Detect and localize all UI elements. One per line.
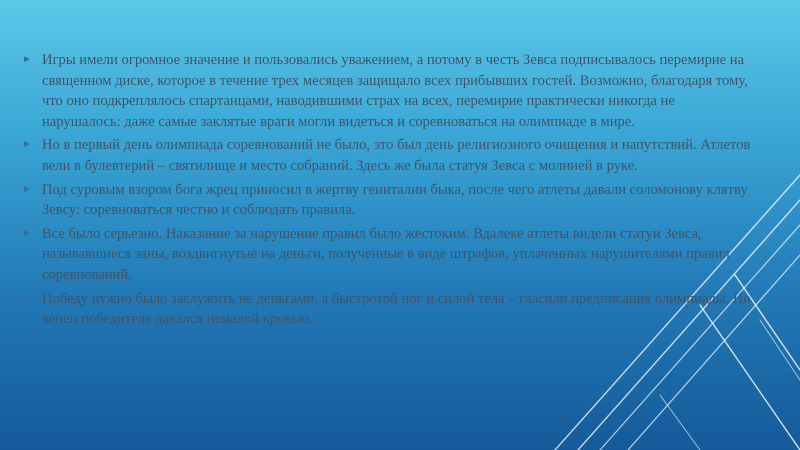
bullet-text: Все было серьезно. Наказание за нарушение правил было жестоким. Вдалеке атлеты видели статуи Зевса, называвшиеся заны, воздвигнутые на деньги, полученные в виде штрафов, уплаченных нарушителями правил соревнований. bbox=[42, 225, 730, 283]
bullet-item bbox=[22, 289, 752, 330]
bullet-text: Но в первый день олимпиада соревнований не было, это был день религиозного очищения и напутствий. Атлетов вели в булевтерий – святилище и место собраний. Здесь же была статуя Зевса с молнией в руке. bbox=[42, 137, 751, 174]
bullet-text: Игры имели огромное значение и пользовались уважением, а потому в честь Зевса подписывалось перемирие на священном диске, которое в течение трех месяцев защищало всех прибывших гостей. Возможно, благодаря тому, что оно подкреплялось спартанцами, наводившими страх на всех, перемирие практически никогда не нарушалось: даже самые заклятые враги могли видеться и соревноваться на олимпиаде в мире. bbox=[42, 52, 748, 130]
bullet-list bbox=[22, 50, 752, 333]
bullet-text: Победу нужно было заслужить не деньгами, а быстротой ног и силой тела – гласили предписания олимпиады. Но венец победителя давался немалой кровью. bbox=[42, 290, 751, 328]
decor-line bbox=[660, 395, 700, 450]
triangle-right-icon: ► bbox=[22, 54, 32, 65]
triangle-right-icon: ► bbox=[22, 139, 32, 151]
decor-line bbox=[760, 320, 800, 380]
triangle-right-icon: ► bbox=[22, 227, 32, 239]
bullet-item bbox=[22, 50, 752, 132]
triangle-right-icon: ► bbox=[22, 183, 32, 195]
triangle-right-icon: ► bbox=[22, 292, 32, 304]
bullet-text: Под суровым взором бога жрец приносил в жертву гениталии быка, после чего атлеты давали соломонову клятву Зевсу: соревноваться честно и соблюдать правила. bbox=[42, 181, 748, 219]
bullet-item bbox=[22, 135, 752, 176]
bullet-item bbox=[22, 180, 752, 221]
bullet-item bbox=[22, 224, 752, 286]
